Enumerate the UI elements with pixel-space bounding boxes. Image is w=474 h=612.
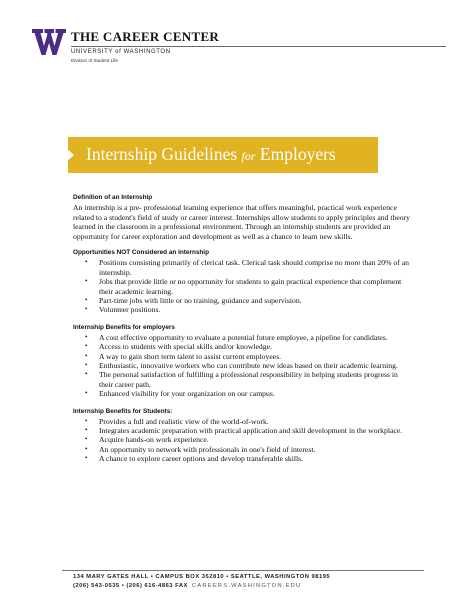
university-name: UNIVERSITY of WASHINGTON bbox=[71, 49, 171, 55]
student-benefits-heading: Internship Benefits for Students: bbox=[73, 407, 173, 415]
definition-text: An internship is a pre- professional learning experience that offers meaningful, practical work experience related to a student's field of study or career interest. Internships allow students to apply principles and theory learned in the classroom in a professional environment. Through an internship students are provided an opportunity for career exploration and development as well as a chance to learn new skills. bbox=[73, 203, 410, 241]
definition-heading: Definition of an Internship bbox=[73, 194, 153, 201]
list-item: • Enhanced visibility for your organization on our campus. bbox=[73, 389, 413, 398]
list-item: • Access to students with special skills and/or knowledge. bbox=[73, 342, 413, 351]
list-item: • Provides a full and realistic view of the world-of-work. bbox=[73, 417, 413, 426]
document-body bbox=[73, 193, 413, 472]
footer-divider bbox=[62, 570, 424, 571]
uw-logo-w-shape bbox=[32, 29, 66, 55]
list-item: • Jobs that provide little or no opportunity for students to gain practical experience that complement their academic learning. bbox=[73, 277, 413, 296]
footer-address: 134 MARY GATES HALL • CAMPUS BOX 352810 • SEATTLE, WASHINGTON 98195 bbox=[73, 574, 331, 580]
list-item: • A chance to explore career options and develop transferable skills. bbox=[73, 454, 413, 463]
list-item: • Acquire hands-on work experience. bbox=[73, 435, 413, 444]
org-name: THE CAREER CENTER bbox=[71, 29, 220, 44]
list-item: • An opportunity to network with professionals in one's field of interest. bbox=[73, 445, 413, 454]
employer-benefits-heading: Internship Benefits for employers bbox=[73, 323, 175, 331]
not-considered-heading: Opportunities NOT Considered an Internship bbox=[73, 249, 209, 257]
list-item: • The personal satisfaction of fulfilling a professional responsibility in helping students progress in their career path. bbox=[73, 370, 413, 389]
list-item: • Volunteer positions. bbox=[73, 305, 413, 314]
header-divider bbox=[71, 46, 446, 47]
footer-phone: (206) 543-0535 • (206) 616-4863 FAX bbox=[73, 583, 188, 589]
footer-website-link[interactable]: CAREERS.WASHINGTON.EDU bbox=[191, 583, 302, 589]
title-part-2: Employers bbox=[255, 144, 336, 164]
page-title bbox=[86, 144, 336, 165]
division-name: Division of Student Life bbox=[71, 58, 118, 63]
employer-benefits-list bbox=[73, 333, 413, 399]
list-item: • Part-time jobs with little or no training, guidance and supervision. bbox=[73, 296, 413, 305]
list-item: • A way to gain short term talent to assist current employees. bbox=[73, 352, 413, 361]
footer-contact bbox=[73, 583, 301, 589]
list-item: • A cost effective opportunity to evaluate a potential future employee, a pipeline for candidates. bbox=[73, 333, 413, 342]
list-item: • Positions consisting primarily of clerical task. Clerical task should comprise no more than 20% of an internship. bbox=[73, 258, 413, 277]
list-item: • Enthusiastic, innovative workers who can contribute new ideas based on their academic learning. bbox=[73, 361, 413, 370]
banner-arrow-icon bbox=[66, 148, 74, 162]
uw-logo-w-icon bbox=[32, 28, 66, 56]
not-considered-list bbox=[73, 258, 413, 314]
title-part-1: Internship Guidelines bbox=[86, 144, 242, 164]
student-benefits-list bbox=[73, 417, 413, 464]
title-for: for bbox=[241, 149, 256, 163]
list-item: • Integrates academic preparation with practical application and skill development in the workplace. bbox=[73, 426, 413, 435]
